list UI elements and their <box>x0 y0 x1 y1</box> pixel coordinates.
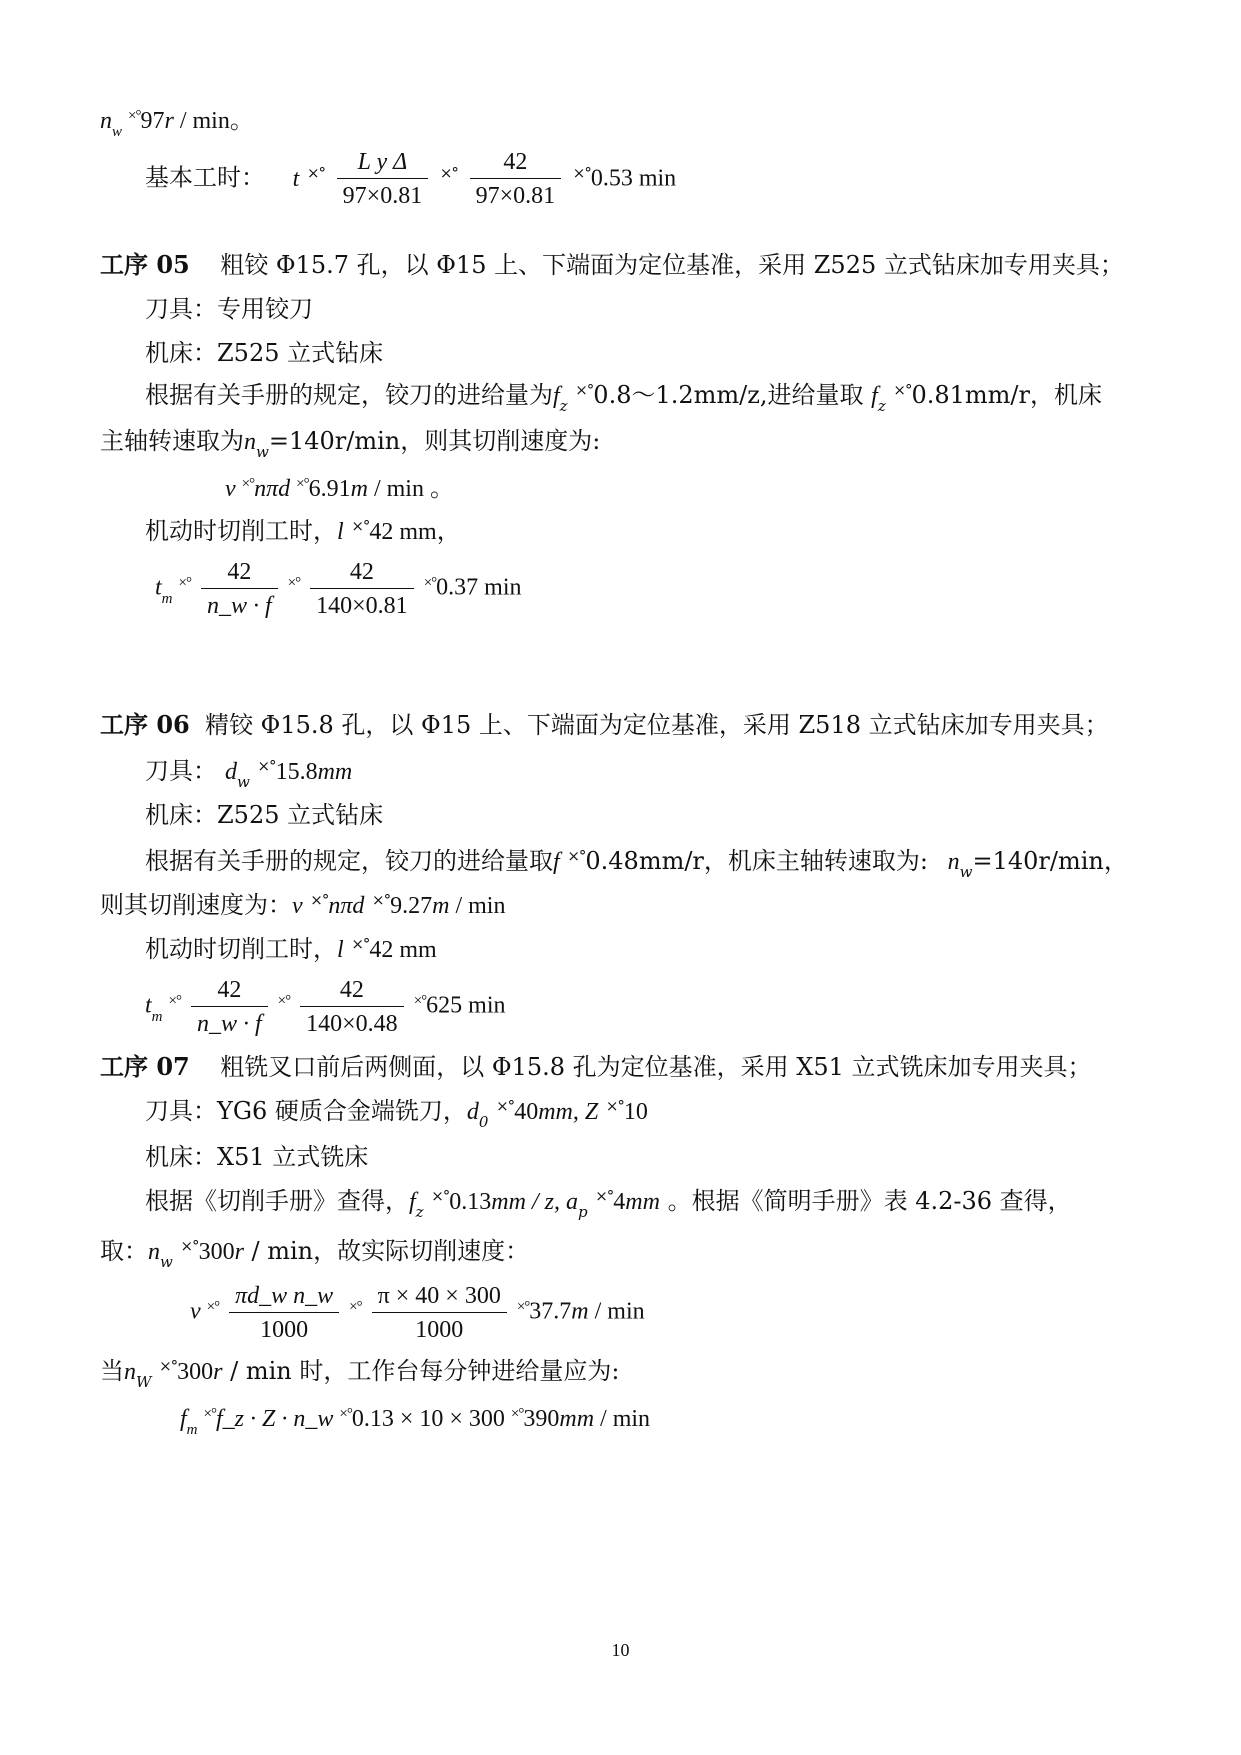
step-05-cut-speed: v ×°nπd ×°6.91m / min 。 <box>225 476 454 502</box>
step-06-tool: 刀具： $d_w$ ×°15.8mm <box>145 757 353 791</box>
step-05-tool: 刀具：专用铰刀 <box>145 295 313 323</box>
page-number: 10 <box>611 1640 630 1660</box>
step-06-cut-speed: 则其切削速度为：v ×°nπd ×°9.27m / min <box>100 891 506 919</box>
step-07-tool: 刀具：YG6 硬质合金端铣刀，$d_0$ ×°40mm, Z ×°10 <box>145 1097 648 1131</box>
step-05-heading: 工序 05 粗铰 Φ15.7 孔，以 Φ15 上、下端面为定位基准，采用 Z525 立式钻床加专用夹具； <box>100 250 1124 279</box>
step-07-when-speed: 当$n_W$ ×°300r / min 时，工作台每分钟进给量应为: <box>100 1357 620 1391</box>
step-05-speed: 主轴转速取为$n_w=140r/\min$，则其切削速度为: <box>100 427 601 461</box>
step-05-machine: 机床：Z525 立式钻床 <box>145 339 384 367</box>
step-05-feed: 根据有关手册的规定，铰刀的进给量为$f_z$ ×°0.8～1.2mm/z,进给量取 $f_z$ ×°0.81mm/r，机床 <box>145 381 1102 415</box>
basic-time-formula: 基本工时： t ×° $\frac{\text{L y Δ}}{97\times 0.81}$ ×° $\frac{42}{97\times 0.81}$ ×°0.53 min <box>145 149 677 209</box>
step-07-machine: 机床：X51 立式铣床 <box>145 1143 369 1171</box>
step-06-machine: 机床：Z525 立式钻床 <box>145 801 384 829</box>
step-06-machining-time: $t_m$ ×° $\frac{42}{n\_w \cdot f}$ ×° $\frac{42}{140\times 0.48}$ ×°625 min <box>145 977 506 1037</box>
spindle-speed-line: $n_w$ ×°97r / min。 <box>100 108 254 140</box>
step-06-feed: 根据有关手册的规定，铰刀的进给量取f ×°0.48mm/r，机床主轴转速取为: $n_w=140r/\min$， <box>145 847 1128 881</box>
step-07-feed-per-minute: $f_m$ ×°f_z · Z · n_w ×°0.13 × 10 × 300 ×°390mm / min <box>180 1406 651 1438</box>
step-07-heading: 工序 07 粗铣叉口前后两侧面，以 Φ15.8 孔为定位基准，采用 X51 立式铣床加专用夹具； <box>100 1052 1092 1081</box>
step-07-cut-speed: v ×° $\frac{\text{πd\_w n\_w}}{1000}$ ×° $\frac{\pi \times 40 \times 300}{1000}$ ×°37.7m / min <box>190 1283 645 1343</box>
step-05-machining-time: $t_m$ ×° $\frac{42}{n\_w \cdot f}$ ×° $\frac{42}{140\times 0.81}$ ×°0.37 min <box>155 559 522 619</box>
step-07-check: 根据《切削手册》查得，$f_z$ ×°0.13mm / z, $a_p$ ×°4mm 。根据《简明手册》表 4.2-36 查得， <box>145 1187 1072 1221</box>
step-07-take-speed: 取：$n_w$ ×°300r / min，故实际切削速度： <box>100 1237 530 1271</box>
step-06-time-length: 机动时切削工时，l ×°42 mm <box>145 935 437 963</box>
step-06-heading: 工序 06 精铰 Φ15.8 孔，以 Φ15 上、下端面为定位基准，采用 Z518 立式钻床加专用夹具； <box>100 710 1109 739</box>
step-05-time-length: 机动时切削工时，l ×°42 mm， <box>145 517 461 545</box>
